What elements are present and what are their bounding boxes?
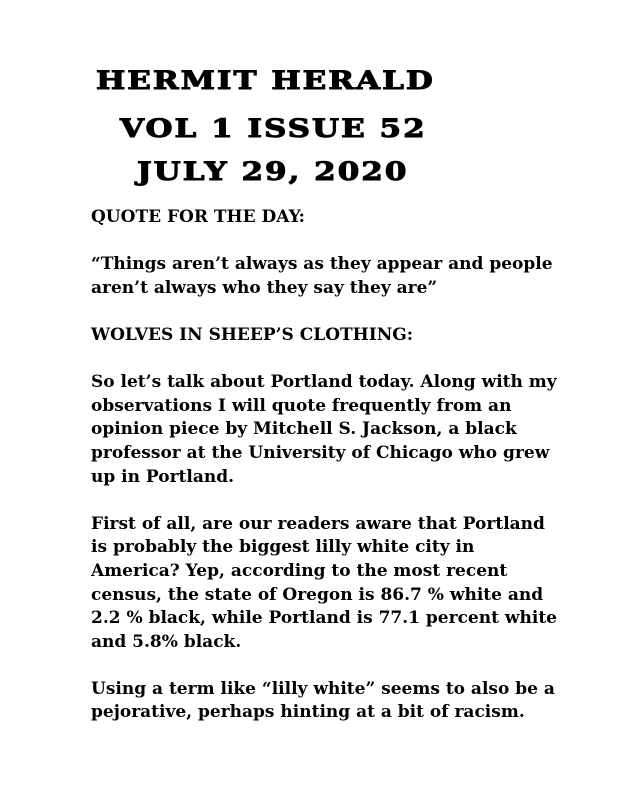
- quote-text: “Things aren’t always as they appear and people aren’t always who they say they are”: [91, 254, 553, 298]
- article-body: [91, 206, 561, 725]
- quote-heading: QUOTE FOR THE DAY:: [91, 207, 305, 227]
- paragraph-1: So let’s talk about Portland today. Along with my observations I will quote frequently from an opinion piece by Mitchell S. Jackson, a black professor at the University of Chicago who grew up in Portland.: [91, 372, 557, 487]
- paragraph-2: First of all, are our readers aware that Portland is probably the biggest lilly white city in America? Yep, according to the most recent census, the state of Oregon is 86.7 % white and 2.2 % black, while Portland is 77.1 percent white and 5.8% black.: [91, 513, 557, 652]
- masthead-title: HERMIT HERALD: [96, 66, 435, 96]
- masthead-date: JULY 29, 2020: [137, 157, 409, 187]
- paragraph-3: Using a term like “lilly white” seems to also be a pejorative, perhaps hinting at a bit of racism.: [91, 678, 555, 723]
- section-heading: WOLVES IN SHEEP’S CLOTHING:: [91, 324, 414, 345]
- masthead-issue: VOL 1 ISSUE 52: [120, 114, 427, 144]
